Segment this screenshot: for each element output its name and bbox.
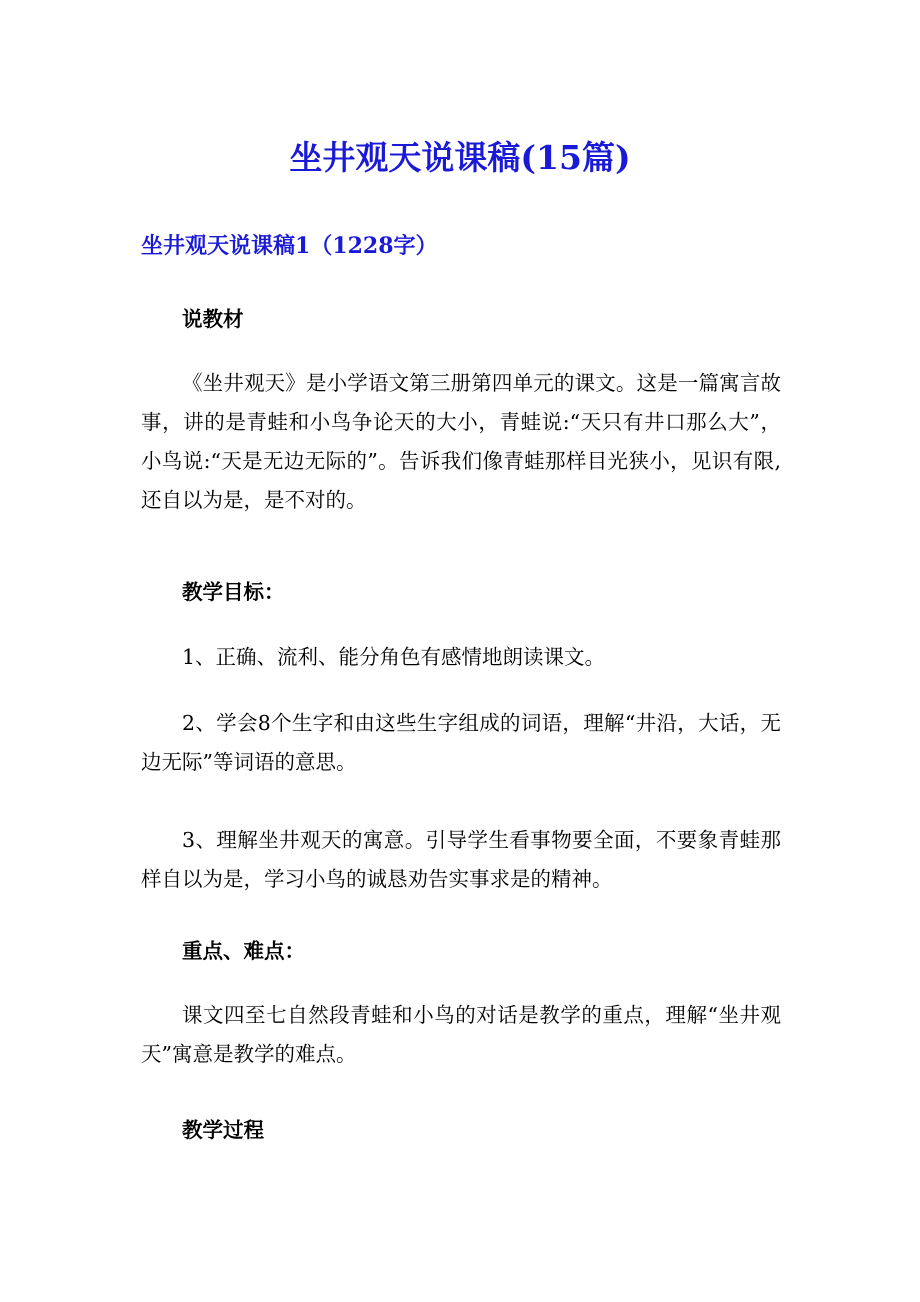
paragraph-objective-1: 1、正确、流利、能分角色有感情地朗读课文。 (182, 645, 606, 669)
section-title: 坐井观天说课稿1（1228字） (141, 233, 438, 259)
heading-teaching-process: 教学过程 (182, 1118, 264, 1142)
heading-teaching-material: 说教材 (182, 307, 244, 331)
paragraph-objective-2: 2、学会8个生字和由这些生字组成的词语，理解“井沿，大话，无边无际”等词语的意思。 (141, 711, 781, 774)
paragraph-teaching-material: 《坐井观天》是小学语文第三册第四单元的课文。这是一篇寓言故事，讲的是青蛙和小鸟争论天的大小，青蛙说:“天只有井口那么大”，小鸟说:“天是无边无际的”。告诉我们像青蛙那样目光狭小，见识有限,还自以为是，是不对的。 (141, 371, 781, 512)
heading-teaching-objectives: 教学目标： (182, 580, 285, 604)
paragraph-key-difficult-points: 课文四至七自然段青蛙和小鸟的对话是教学的重点，理解“坐井观天”寓意是教学的难点。 (141, 1003, 781, 1066)
paragraph-objective-3: 3、理解坐井观天的寓意。引导学生看事物要全面，不要象青蛙那样自以为是，学习小鸟的诚恳劝告实事求是的精神。 (141, 828, 781, 891)
document-title: 坐井观天说课稿(15篇) (289, 138, 631, 177)
heading-key-difficult-points: 重点、难点： (182, 939, 305, 963)
